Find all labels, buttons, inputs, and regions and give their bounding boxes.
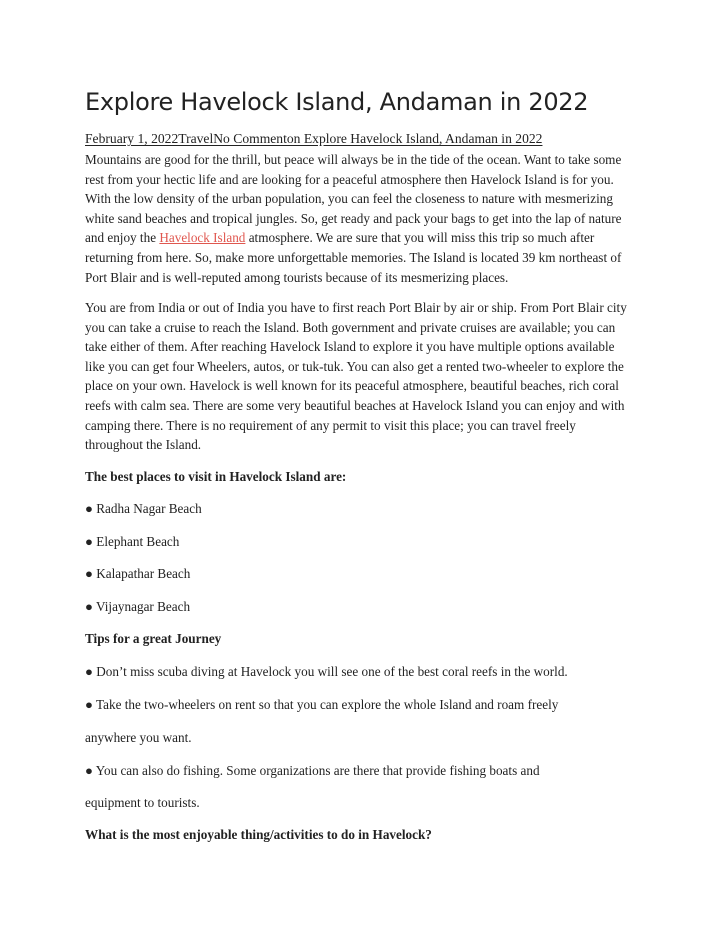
list-item: equipment to tourists. bbox=[85, 795, 200, 810]
article-meta[interactable]: February 1, 2022TravelNo Commenton Explore Havelock Island, Andaman in 2022 bbox=[85, 131, 543, 146]
list-item: ● Kalapathar Beach bbox=[85, 566, 191, 581]
places-heading: The best places to visit in Havelock Island are: bbox=[85, 469, 347, 484]
list-item: ● Don’t miss scuba diving at Havelock you will see one of the best coral reefs in the world. bbox=[85, 664, 568, 679]
list-item: ● Elephant Beach bbox=[85, 534, 180, 549]
list-item: ● Vijaynagar Beach bbox=[85, 599, 191, 614]
list-item: ● Radha Nagar Beach bbox=[85, 501, 202, 516]
tips-heading: Tips for a great Journey bbox=[85, 631, 222, 646]
activities-heading: What is the most enjoyable thing/activities to do in Havelock? bbox=[85, 827, 432, 842]
list-item: ● You can also do fishing. Some organizations are there that provide fishing boats and bbox=[85, 763, 540, 778]
intro-paragraph bbox=[85, 150, 635, 287]
havelock-island-link[interactable]: Havelock Island bbox=[159, 230, 246, 246]
article-title: Explore Havelock Island, Andaman in 2022 bbox=[85, 88, 589, 116]
list-item: ● Take the two-wheelers on rent so that you can explore the whole Island and roam freely bbox=[85, 697, 559, 712]
intro-text-end: atmosphere. We are sure that you will miss this trip so much after returning from here. So, make more unforgettable memories. The Island is located 39 km northeast of Port Blair and is well-reputed among tourists because of its mesmerizing places. bbox=[85, 230, 622, 285]
travel-paragraph: You are from India or out of India you have to first reach Port Blair by air or ship. From Port Blair city you can take a cruise to reach the Island. Both government and private cruises are available; you can take either of them. After reaching Havelock Island to explore it you have multiple options available like you can get four Wheelers, autos, or tuk-tuk. You can also get a rented two-wheeler to explore the place on your own. Havelock is well known for its peaceful atmosphere, beautiful beaches, rich coral reefs with calm sea. There are some very beautiful beaches at Havelock Island you can enjoy and with camping there. There is no requirement of any permit to visit this place; you can travel freely throughout the Island. bbox=[85, 300, 627, 453]
list-item: anywhere you want. bbox=[85, 730, 192, 745]
intro-text-start: Mountains are good for the thrill, but peace will always be in the tide of the ocean. Want to take some rest from your hectic life and are looking for a peaceful atmosphere then Havelock Island is for you. With the low density of the urban population, you can feel the closeness to nature with mesmerizing white sand beaches and tropical jungles. So, get ready and pack your bags to get into the lap of nature and enjoy the bbox=[85, 152, 622, 246]
